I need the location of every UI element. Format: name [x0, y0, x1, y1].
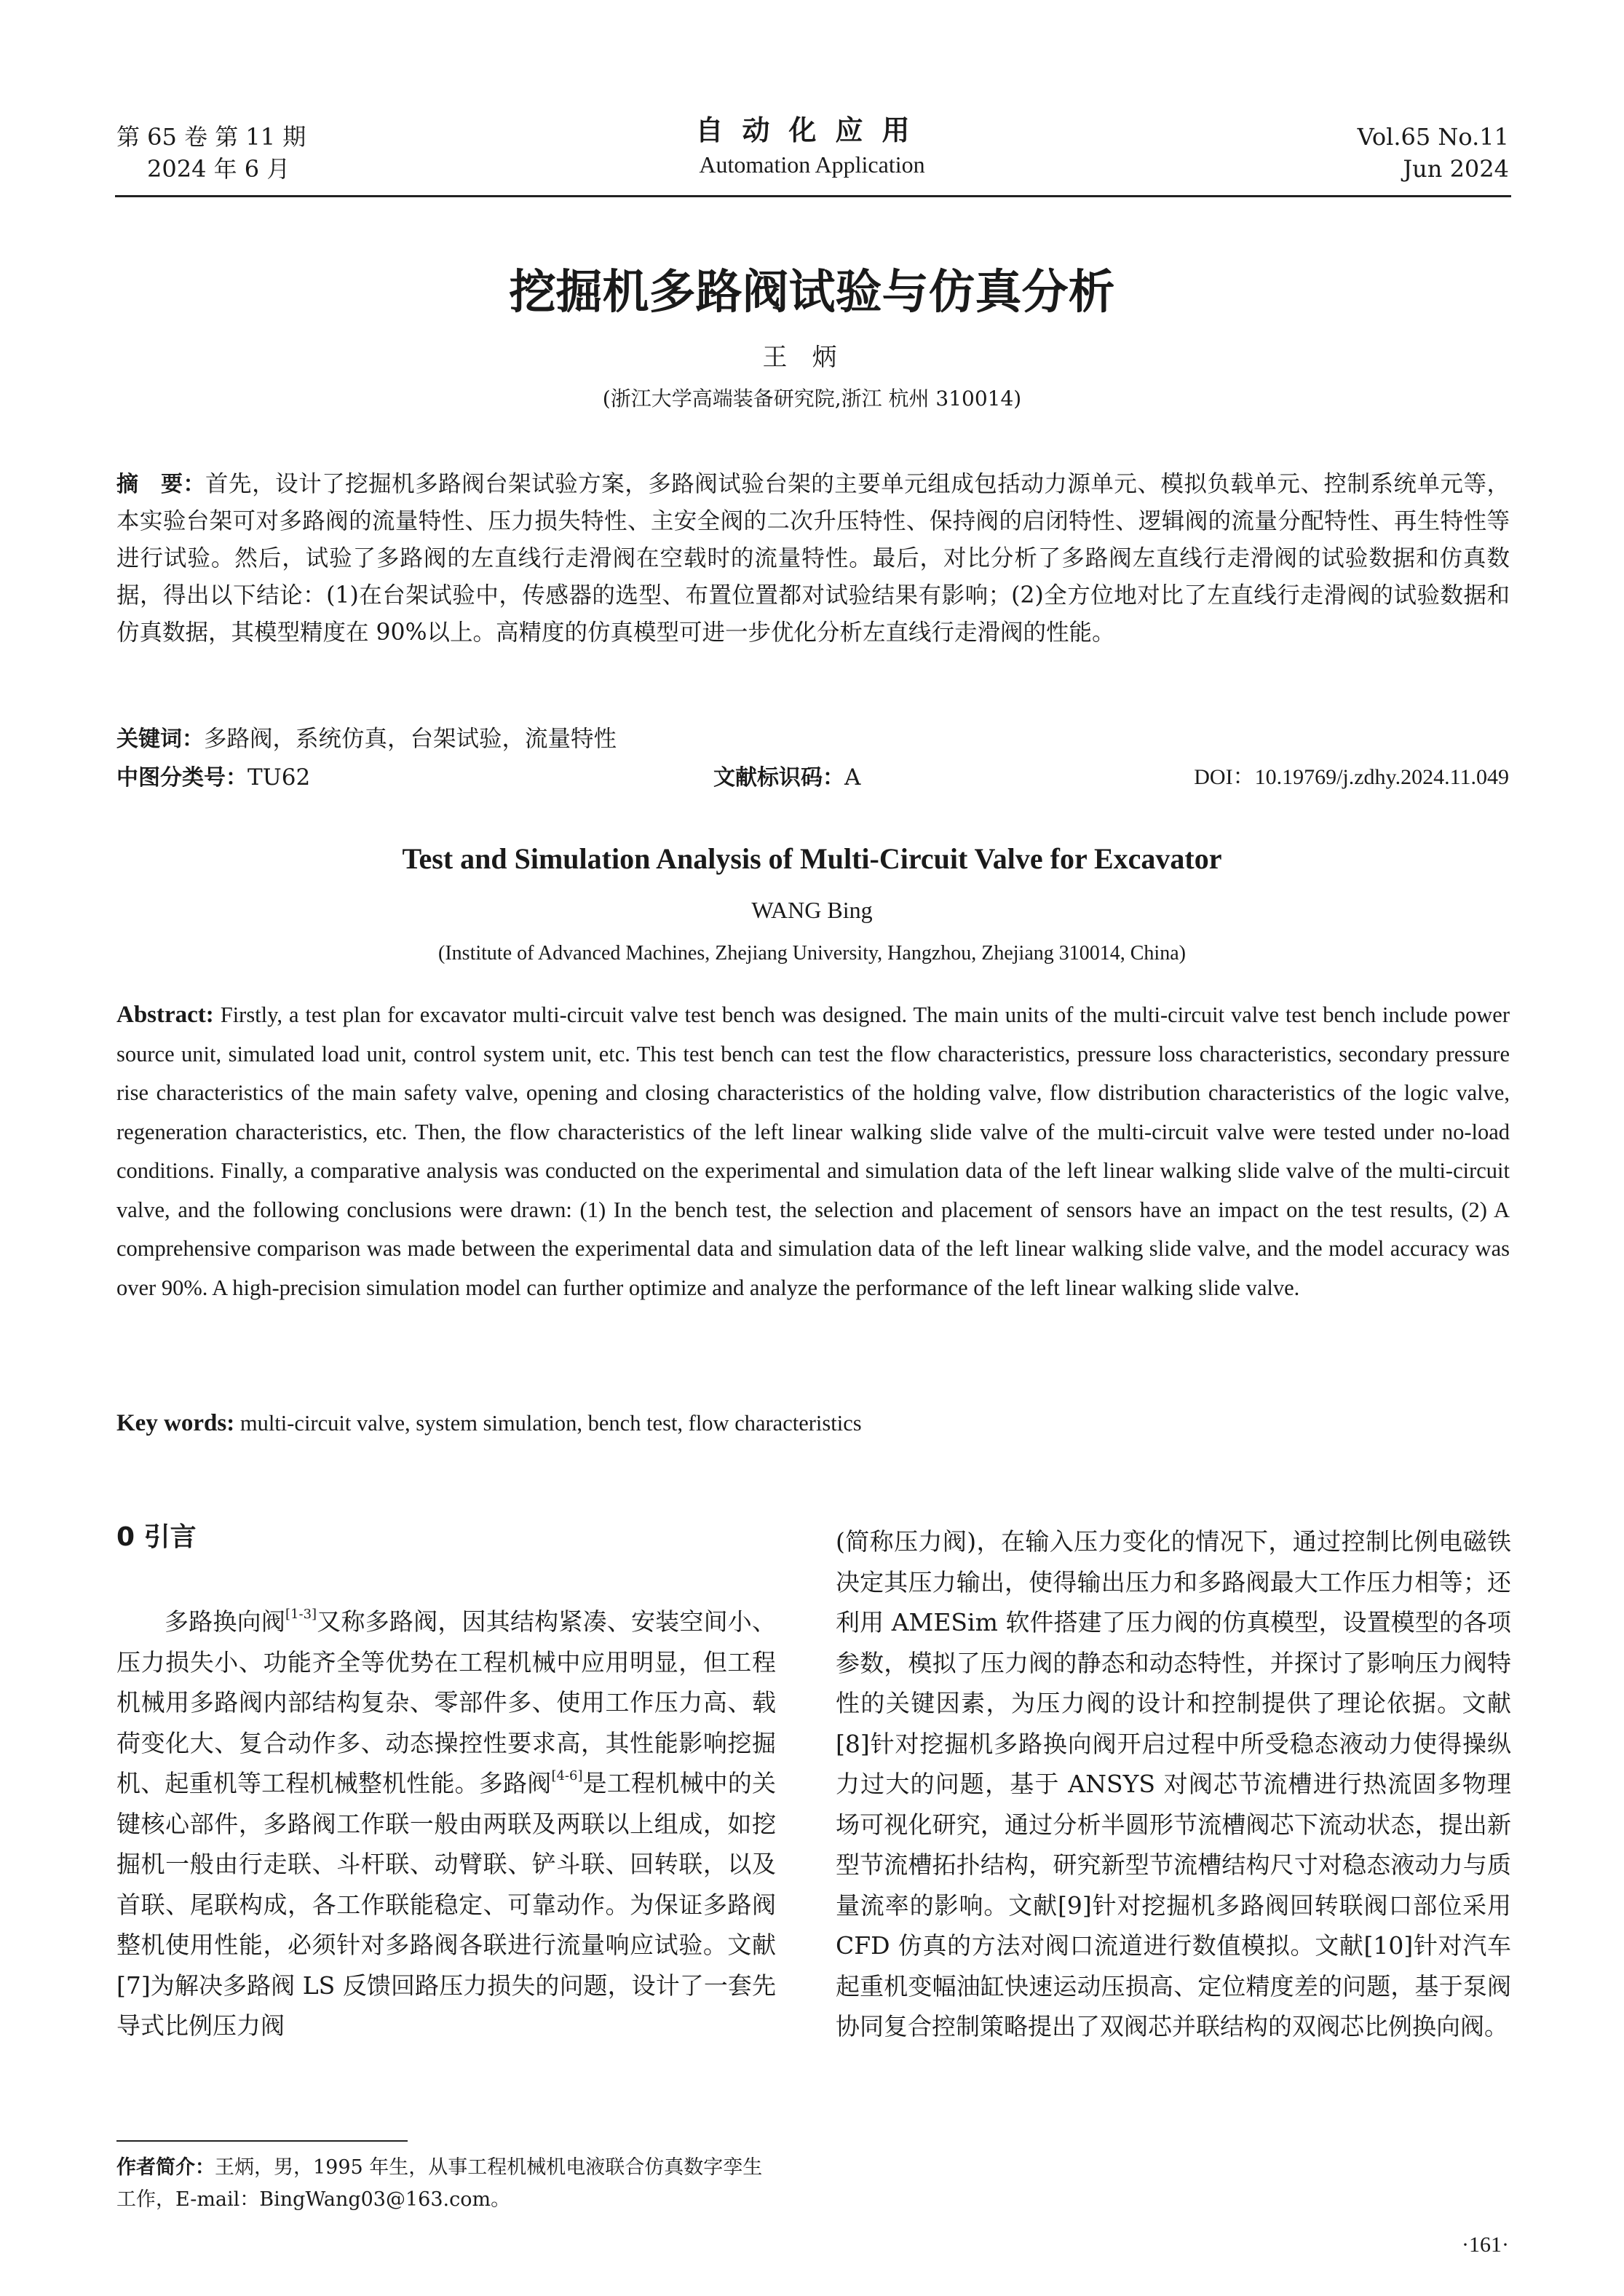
paper-title-en: Test and Simulation Analysis of Multi-Circuit Valve for Excavator [402, 842, 1222, 875]
abstract-label-cn: 摘 要： [116, 472, 206, 497]
keywords-label-cn: 关键词： [116, 727, 204, 752]
abstract-label-en: Abstract: [116, 1002, 214, 1028]
issue-number: 第 65 卷 第 11 期 [116, 123, 306, 151]
footnote-rule [116, 2140, 408, 2142]
paper-title-cn: 挖掘机多路阀试验与仿真分析 [509, 266, 1115, 320]
journal-name-en: Automation Application [699, 151, 925, 178]
footnote-label: 作者简介： [116, 2156, 215, 2179]
affiliation-cn: (浙江大学高端装备研究院,浙江 杭州 310014) [602, 387, 1022, 411]
classification-value: TU62 [247, 764, 311, 791]
abstract-cn [116, 466, 1510, 652]
body-paragraph [116, 1602, 776, 2046]
document-code-label: 文献标识码： [713, 765, 844, 791]
affiliation-en: (Institute of Advanced Machines, Zhejiang University, Hangzhou, Zhejiang 310014, China) [438, 942, 1186, 965]
volume-date: Jun 2024 [1403, 155, 1509, 183]
section-heading: 0 引言 [116, 1522, 197, 1552]
author-cn: 王炳 [762, 343, 862, 372]
body-text: 又称多路阀，因其结构紧凑、安装空间小、压力损失小、功能齐全等优势在工程机械中应用明显，但工程机械用多路阀内部结构复杂、零部件多、使用工作压力高、载荷变化大、复合动作多、动态操控性要求高，其性能影响挖掘机、起重机等工程机械整机性能。多路阀 [116, 1607, 777, 1797]
body-text: 多路换向阀 [165, 1607, 286, 1636]
journal-name-cn: 自动化应用 [695, 114, 929, 146]
classification-label: 中图分类号： [116, 765, 247, 791]
author-footnote [116, 2152, 776, 2216]
author-en: WANG Bing [751, 897, 873, 923]
citation[interactable]: [4-6] [551, 1768, 583, 1784]
volume-info [1358, 121, 1509, 185]
keywords-label-en: Key words: [116, 1410, 235, 1436]
body-column-left [116, 1602, 776, 2046]
keywords-text-en: multi-circuit valve, system simulation, bench test, flow characteristics [239, 1411, 862, 1436]
doi: DOI：10.19769/j.zdhy.2024.11.049 [1194, 765, 1509, 789]
document-code-value: A [844, 764, 861, 791]
abstract-text-cn: 首先，设计了挖掘机多路阀台架试验方案，多路阀试验台架的主要单元组成包括动力源单元、模拟负载单元、控制系统单元等，本实验台架可对多路阀的流量特性、压力损失特性、主安全阀的二次升压特性、保持阀的启闭特性、逻辑阀的流量分配特性、再生特性等进行试验。然后，试验了多路阀的左直线行走滑阀在空载时的流量特性。最后，对比分析了多路阀左直线行走滑阀的试验数据和仿真数据，得出以下结论：(1)在台架试验中，传感器的选型、布置位置都对试验结果有影响；(2)全方位地对比了左直线行走滑阀的试验数据和仿真数据，其模型精度在 90%以上。高精度的仿真模型可进一步优化分析左直线行走滑阀的性能。 [116, 471, 1510, 646]
header-rule [115, 195, 1511, 197]
keywords-en [116, 1405, 1510, 1441]
volume-number: Vol.65 No.11 [1357, 123, 1509, 151]
abstract-text-en: Firstly, a test plan for excavator multi-circuit valve test bench was designed. The main units of the multi-circuit valve test bench include power source unit, simulated load unit, control system unit, etc. This test bench can test the flow characteristics, pressure loss characteristics, secondary pressure rise characteristics of the main safety valve, opening and closing characteristics of the holding valve, flow distribution characteristics of the logic valve, regeneration characteristics, etc. Then, the flow characteristics of the left linear walking slide valve of the multi-circuit valve were tested under no-load conditions. Finally, a comparative analysis was conducted on the experimental and simulation data of the left linear walking slide valve of the multi-circuit valve, and the following conclusions were drawn: (1) In the bench test, the selection and placement of sensors have an impact on the test results, (2) A comprehensive comparison was made between the experimental data and simulation data of the left linear walking slide valve, and the model accuracy was over 90%. A high-precision simulation model can further optimize and analyze the performance of the left linear walking slide valve. [116, 1002, 1510, 1300]
body-paragraph: (简称压力阀)，在输入压力变化的情况下，通过控制比例电磁铁决定其压力输出，使得输出压力和多路阀最大工作压力相等；还利用 AMESim 软件搭建了压力阀的仿真模型，设置模型的各项参数，模拟了压力阀的静态和动态特性，并探讨了影响压力阀特性的关键因素，为压力阀的设计和控制提供了理论依据。文献[8]针对挖掘机多路换向阀开启过程中所受稳态液动力使得操纵力过大的问题，基于 ANSYS 对阀芯节流槽进行热流固多物理场可视化研究，通过分析半圆形节流槽阀芯下流动状态，提出新型节流槽拓扑结构，研究新型节流槽结构尺寸对稳态液动力与质量流率的影响。文献[9]针对挖掘机多路阀回转联阀口部位采用 CFD 仿真的方法对阀口流道进行数值模拟。文献[10]针对汽车起重机变幅油缸快速运动压损高、定位精度差的问题，基于泵阀协同复合控制策略提出了双阀芯并联结构的双阀芯比例换向阀。 [836, 1527, 1511, 2040]
keywords-cn [116, 721, 1510, 758]
issue-date: 2024 年 6 月 [147, 155, 290, 183]
classification [116, 761, 310, 794]
document-code [713, 761, 860, 794]
keywords-text-cn: 多路阀，系统仿真，台架试验，流量特性 [204, 726, 617, 752]
citation[interactable]: [1-3] [285, 1607, 317, 1622]
abstract-en [116, 996, 1510, 1307]
body-column-right [836, 1521, 1511, 2047]
page-number: ·161· [1462, 2233, 1509, 2257]
body-text: 是工程机械中的关键核心部件，多路阀工作联一般由两联及两联以上组成，如挖掘机一般由行走联、斗杆联、动臂联、铲斗联、回转联，以及首联、尾联构成，各工作联能稳定、可靠动作。为保证多路阀整机使用性能，必须针对多路阀各联进行流量响应试验。文献[7]为解决多路阀 LS 反馈回路压力损失的问题，设计了一套先导式比例压力阀 [116, 1769, 777, 2040]
footnote-text: 王炳，男，1995 年生，从事工程机械机电液联合仿真数字孪生工作，E-mail：BingWang03@163.com。 [116, 2156, 763, 2211]
